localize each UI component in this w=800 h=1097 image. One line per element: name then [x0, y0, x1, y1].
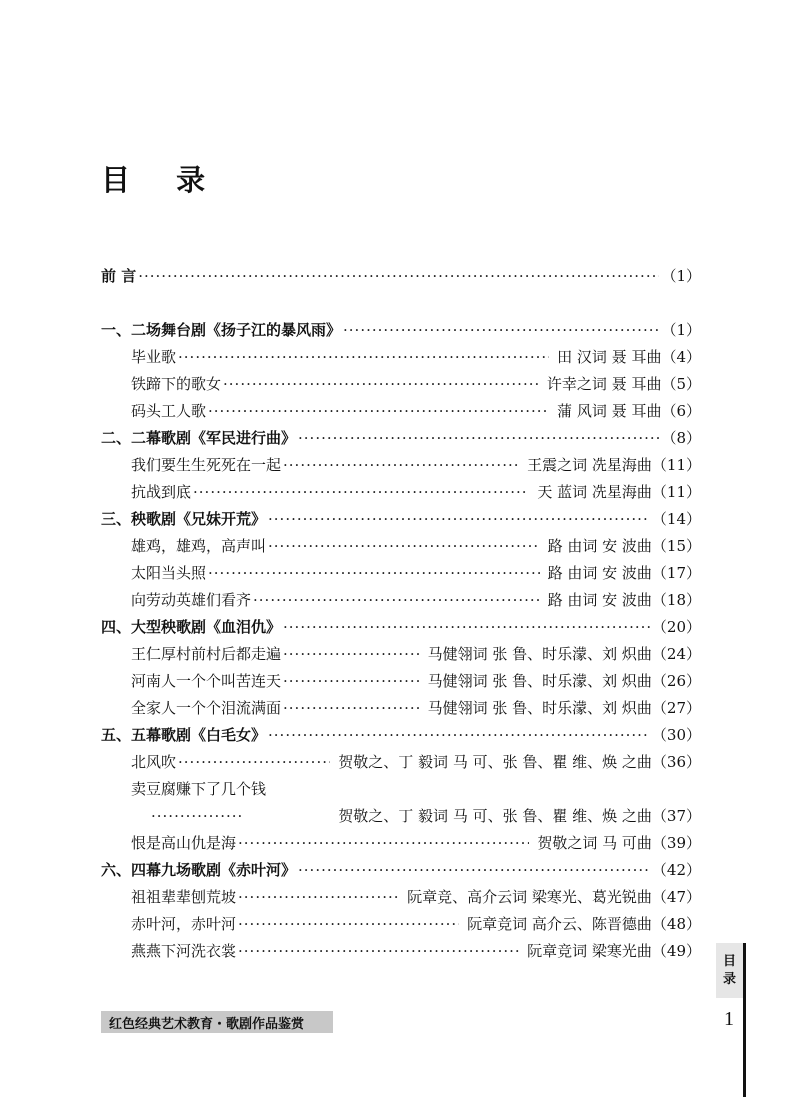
side-tab-char: 目	[722, 953, 736, 969]
toc-entry-preface[interactable]	[101, 260, 701, 286]
leader-dots	[178, 347, 549, 367]
leader-dots	[343, 320, 659, 340]
leader-dots	[283, 644, 420, 664]
toc-page-number: （20）	[651, 618, 701, 636]
toc-credit: 许幸之词 聂 耳曲	[546, 375, 662, 393]
leader-dots	[208, 563, 540, 583]
toc-credit: 蒲 风词 聂 耳曲	[557, 402, 662, 420]
toc-entry-title: 码头工人歌	[131, 402, 207, 420]
toc-credit: 贺敬之词 马 可曲	[537, 834, 652, 852]
toc-entry[interactable]	[131, 746, 701, 772]
toc-entry-title: 太阳当头照	[131, 564, 207, 582]
toc-section[interactable]	[101, 314, 701, 340]
leader-dots	[238, 833, 529, 853]
toc-page-number: （48）	[651, 915, 701, 933]
toc-section[interactable]	[101, 611, 701, 637]
toc-page-number: （14）	[651, 510, 701, 528]
toc-page-number: （8）	[661, 429, 701, 447]
leader-dots	[283, 617, 650, 637]
toc-entry-title: 卖豆腐赚下了几个钱	[131, 780, 267, 798]
toc-entry[interactable]	[131, 638, 701, 664]
toc-page-number: （1）	[661, 267, 701, 285]
toc-section-title: 四、大型秧歌剧《血泪仇》	[101, 618, 282, 636]
running-footer: 红色经典艺术教育・歌剧作品鉴赏	[101, 1011, 333, 1033]
toc-page-number: （6）	[661, 402, 701, 420]
toc-section[interactable]	[101, 719, 701, 745]
toc-entry[interactable]	[131, 935, 701, 961]
leader-dots	[298, 428, 659, 448]
toc-page-number: （42）	[651, 861, 701, 879]
toc-page-number: （15）	[651, 537, 701, 555]
toc-entry[interactable]	[131, 665, 701, 691]
toc-section[interactable]	[101, 503, 701, 529]
toc-page-number: （11）	[651, 456, 701, 474]
toc-entry-title: 赤叶河，赤叶河	[131, 915, 237, 933]
toc-page-number: （36）	[651, 753, 701, 771]
toc-entry-title: 北风吹	[131, 753, 177, 771]
toc-credit: 田 汉词 聂 耳曲	[557, 348, 662, 366]
side-tab-char: 录	[722, 971, 736, 987]
toc-credit: 贺敬之、丁 毅词 马 可、张 鲁、瞿 维、焕 之曲	[338, 807, 652, 825]
toc-entry[interactable]	[131, 395, 701, 421]
toc-credit: 路 由词 安 波曲	[547, 591, 652, 609]
leader-dots	[283, 455, 519, 475]
toc-entry-title: 毕业歌	[131, 348, 177, 366]
toc-entry[interactable]	[131, 557, 701, 583]
toc-section-title: 三、秧歌剧《兄妹开荒》	[101, 510, 267, 528]
toc-entry-title: 我们要生生死死在一起	[131, 456, 282, 474]
toc-credit: 马健翎词 张 鲁、时乐濛、刘 炽曲	[427, 699, 652, 717]
toc-page-number: （18）	[651, 591, 701, 609]
leader-dots	[268, 509, 650, 529]
page-number: 1	[724, 1008, 734, 1030]
side-section-tab	[716, 943, 746, 998]
leader-dots	[151, 806, 241, 826]
toc-entry-title: 祖祖辈辈刨荒坡	[131, 888, 237, 906]
toc-section-title: 六、四幕九场歌剧《赤叶河》	[101, 861, 297, 879]
toc-page-number: （17）	[651, 564, 701, 582]
leader-dots	[208, 401, 549, 421]
toc-credit: 阮章竞词 高介云、陈晋德曲	[467, 915, 652, 933]
toc-section-title: 一、二场舞台剧《扬子江的暴风雨》	[101, 321, 342, 339]
toc-entry[interactable]	[131, 341, 701, 367]
toc-entry[interactable]	[131, 908, 701, 934]
toc-page-number: （5）	[661, 375, 701, 393]
toc-credit: 路 由词 安 波曲	[547, 564, 652, 582]
toc-entry-title: 前 言	[101, 267, 137, 285]
toc-page-number: （39）	[651, 834, 701, 852]
toc-entry-title: 铁蹄下的歌女	[131, 375, 222, 393]
toc-credit: 马健翎词 张 鲁、时乐濛、刘 炽曲	[427, 645, 652, 663]
toc-entry-title: 河南人一个个叫苦连天	[131, 672, 282, 690]
toc-page-number: （11）	[651, 483, 701, 501]
toc-page-number: （49）	[651, 942, 701, 960]
toc-credit: 马健翎词 张 鲁、时乐濛、刘 炽曲	[427, 672, 652, 690]
toc-credit: 贺敬之、丁 毅词 马 可、张 鲁、瞿 维、焕 之曲	[338, 753, 652, 771]
toc-section-title: 二、二幕歌剧《军民进行曲》	[101, 429, 297, 447]
toc-entry-title: 抗战到底	[131, 483, 192, 501]
toc-credit: 王震之词 冼星海曲	[527, 456, 652, 474]
toc-page-number: （24）	[651, 645, 701, 663]
toc-section[interactable]	[101, 422, 701, 448]
toc-entry[interactable]	[131, 449, 701, 475]
leader-dots	[283, 698, 420, 718]
toc-entry-title: 燕燕下河洗衣裳	[131, 942, 237, 960]
toc-entry-title: 全家人一个个泪流满面	[131, 699, 282, 717]
toc-entry[interactable]	[131, 827, 701, 853]
toc-page-number: （27）	[651, 699, 701, 717]
toc-entry[interactable]	[131, 368, 701, 394]
toc-page-number: （30）	[651, 726, 701, 744]
leader-dots	[238, 887, 399, 907]
toc-entry[interactable]	[131, 476, 701, 502]
side-rule	[743, 998, 746, 1097]
leader-dots	[283, 671, 420, 691]
page-title: 目 录	[101, 163, 224, 197]
toc-credit: 阮章竞、高介云词 梁寒光、葛光锐曲	[407, 888, 652, 906]
leader-dots	[268, 725, 650, 745]
toc-section-title: 五、五幕歌剧《白毛女》	[101, 726, 267, 744]
toc-entry-title: 王仁厚村前村后都走遍	[131, 645, 282, 663]
leader-dots	[298, 860, 650, 880]
leader-dots	[193, 482, 529, 502]
toc-entry-title: 雄鸡，雄鸡，高声叫	[131, 537, 267, 555]
toc-page-number: （47）	[651, 888, 701, 906]
toc-entry-continuation[interactable]	[151, 800, 701, 826]
leader-dots	[253, 590, 540, 610]
toc-entry[interactable]	[131, 584, 701, 610]
leader-dots	[238, 941, 519, 961]
toc-entry-title-line[interactable]	[131, 773, 701, 799]
toc-entry[interactable]	[131, 692, 701, 718]
toc-entry[interactable]	[131, 530, 701, 556]
toc-credit: 路 由词 安 波曲	[547, 537, 652, 555]
toc-section[interactable]	[101, 854, 701, 880]
leader-dots	[238, 914, 459, 934]
leader-dots	[268, 536, 540, 556]
toc-entry[interactable]	[131, 881, 701, 907]
toc-entry-title: 恨是高山仇是海	[131, 834, 237, 852]
toc-page-number: （37）	[651, 807, 701, 825]
leader-dots	[178, 752, 330, 772]
toc-page-number: （26）	[651, 672, 701, 690]
leader-dots	[223, 374, 539, 394]
toc-credit: 阮章竞词 梁寒光曲	[527, 942, 652, 960]
toc-page-number: （4）	[661, 348, 701, 366]
toc-entry-title: 向劳动英雄们看齐	[131, 591, 252, 609]
leader-dots	[138, 266, 659, 286]
toc-page-number: （1）	[661, 321, 701, 339]
toc-credit: 天 蓝词 冼星海曲	[537, 483, 652, 501]
